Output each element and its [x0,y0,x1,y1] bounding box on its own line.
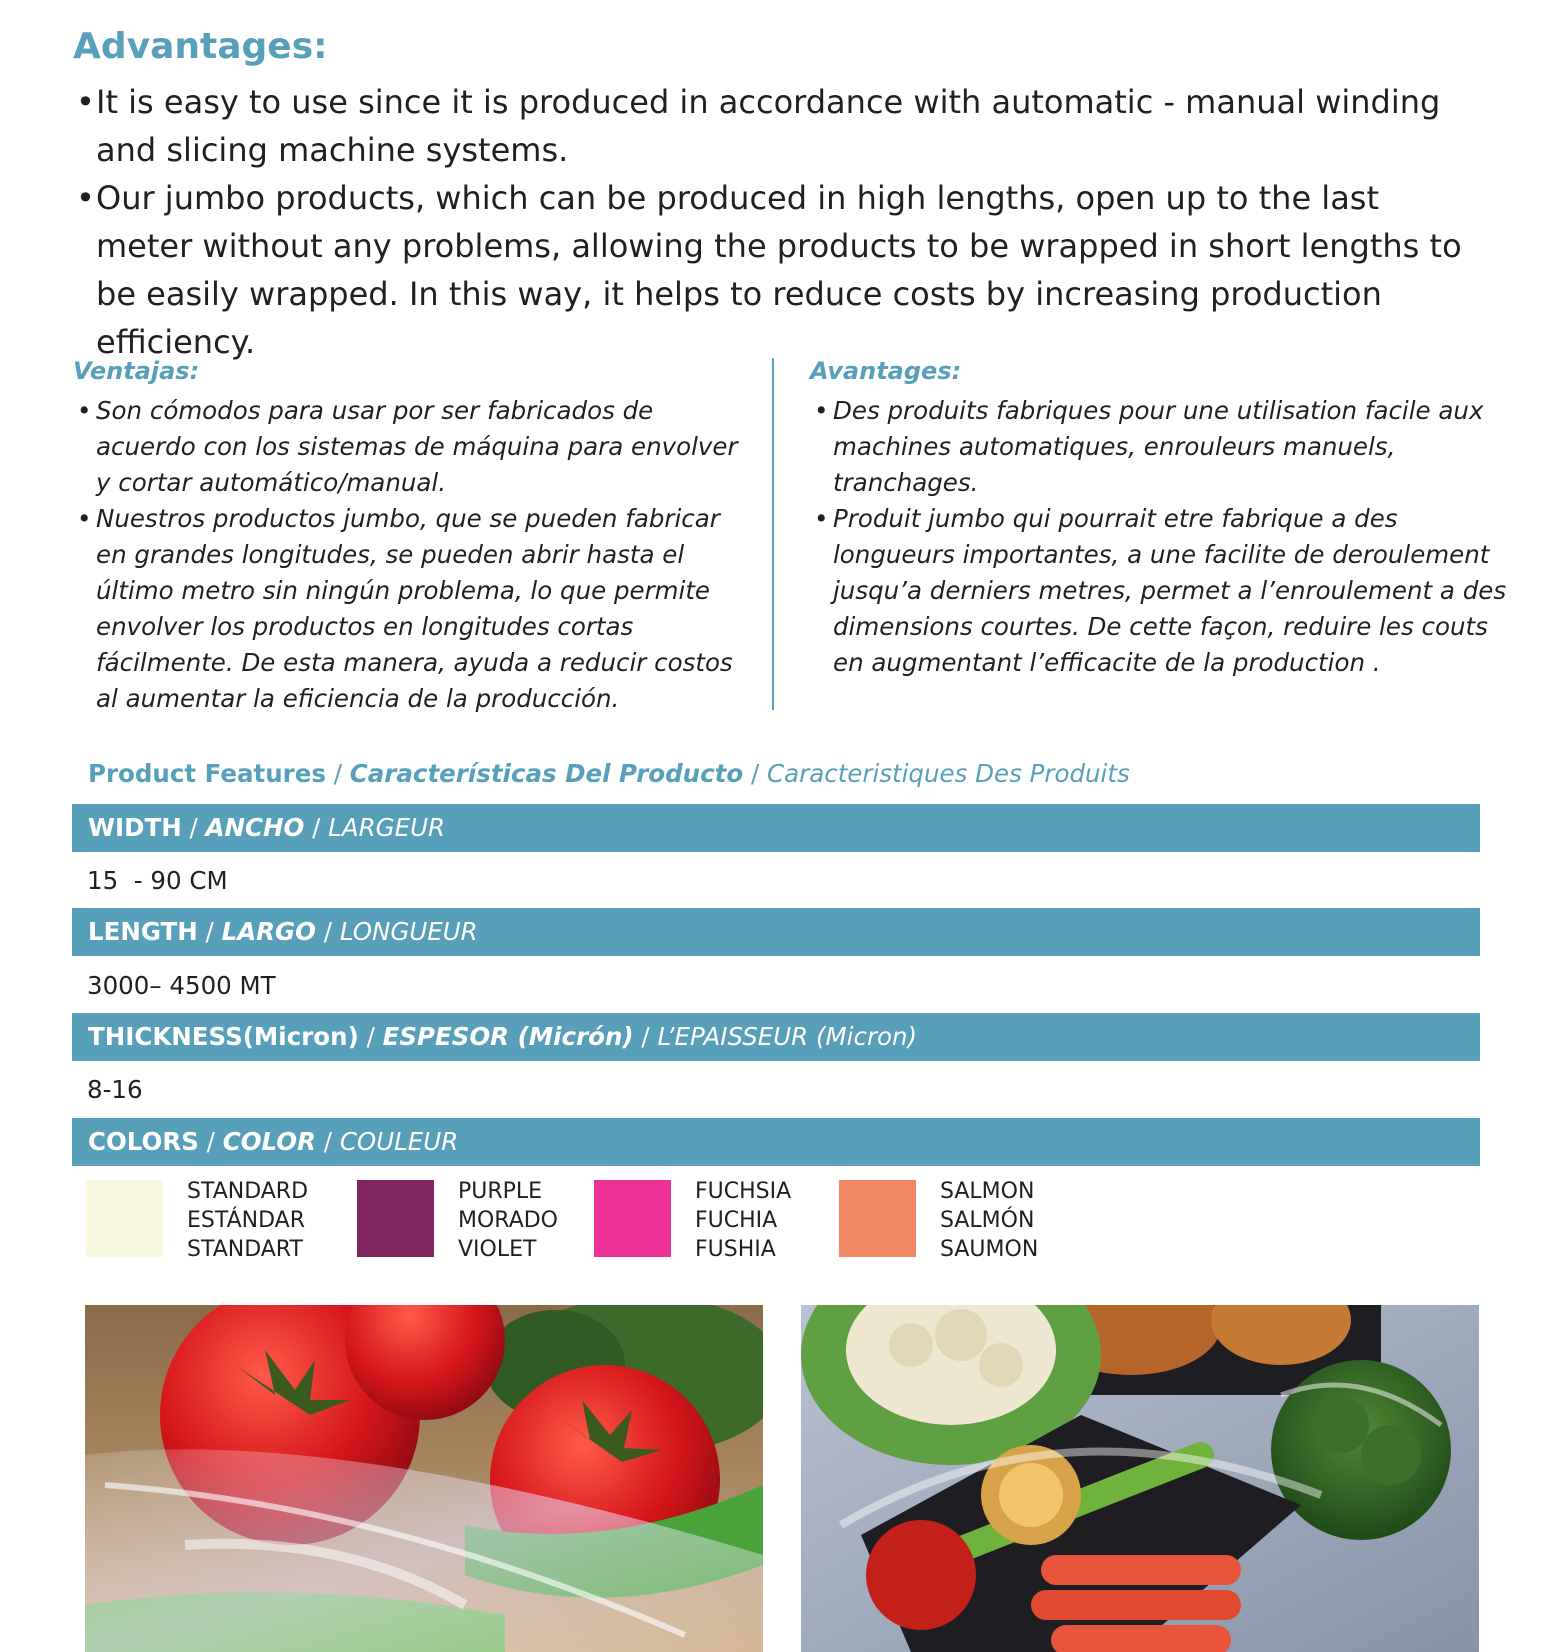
avantages-item: • Des produits fabriques pour une utilisation facile aux machines automatiques, enrouleurs manuels, tranchages. [810,393,1510,501]
separator: / [198,1127,223,1156]
vegetables-illustration [801,1305,1479,1652]
column-divider [772,358,774,710]
width-label-es: ANCHO [205,813,305,842]
features-heading-es: Características Del Producto [349,759,744,788]
color-name-es: SALMÓN [940,1208,1035,1233]
colors-label-fr: COULEUR [339,1127,459,1156]
ventajas-column [73,355,753,717]
color-swatch-standard [86,1180,163,1257]
separator: / [197,917,222,946]
ventajas-list [73,393,753,717]
advantages-item: • Our jumbo products, which can be produced in high lengths, open up to the last meter without any problems, allowing the products to be wrapped in short lengths to be easily wrapped. In this way, it helps to reduce costs by increasing production efficiency. [76,174,1476,366]
avantages-column [810,355,1510,681]
color-name-es: MORADO [458,1208,558,1233]
colors-label-es: COLOR [222,1127,316,1156]
color-swatch-salmon [839,1180,916,1257]
tomatoes-illustration [85,1305,763,1652]
avantages-item: • Produit jumbo qui pourrait etre fabrique a des longueurs importantes, a une facilite de deroulement jusqu’a derniers metres, permet a l’enroulement a des dimensions courtes. De cette façon, reduire les couts en augmentant l’efficacite de la production . [810,501,1510,681]
color-name-fr: SAUMON [940,1237,1039,1262]
color-name-en: STANDARD [187,1179,309,1204]
tomatoes-photo [85,1305,763,1652]
color-swatch-purple [357,1180,434,1257]
avantages-title: Avantages: [810,357,962,385]
length-label-es: LARGO [221,917,316,946]
features-heading-en: Product Features [88,759,326,788]
advantages-list [76,78,1476,366]
color-label-standard [187,1177,308,1264]
separator: / [325,759,350,788]
separator: / [304,813,329,842]
length-header-bar [72,908,1480,956]
color-name-en: SALMON [940,1179,1035,1204]
advantages-title: Advantages: [73,26,328,67]
colors-label-en: COLORS [88,1127,199,1156]
color-name-en: FUCHSIA [695,1179,792,1204]
color-name-fr: FUSHIA [695,1237,776,1262]
width-label-en: WIDTH [88,813,182,842]
thickness-label-fr: L’EPAISSEUR (Micron) [657,1022,918,1051]
ventajas-item: • Son cómodos para usar por ser fabricados de acuerdo con los sistemas de máquina para envolver y cortar automático/manual. [73,393,753,501]
product-features-heading [88,757,1130,791]
separator: / [315,1127,340,1156]
features-heading-fr: Caracteristiques Des Produits [767,759,1130,788]
color-name-en: PURPLE [458,1179,543,1204]
length-label-fr: LONGUEUR [339,917,478,946]
advantages-item: • It is easy to use since it is produced in accordance with automatic - manual winding and slicing machine systems. [76,78,1476,174]
colors-header-bar [72,1118,1480,1166]
width-header-bar [72,804,1480,852]
thickness-label-en: THICKNESS(Micron) [88,1022,359,1051]
ventajas-item: • Nuestros productos jumbo, que se pueden fabricar en grandes longitudes, se pueden abrir hasta el último metro sin ningún problema, lo que permite envolver los productos en longitudes cortas fácilmente. De esta manera, ayuda a reducir costos al aumentar la eficiencia de la producción. [73,501,753,717]
color-name-fr: STANDART [187,1237,303,1262]
color-name-fr: VIOLET [458,1237,537,1262]
thickness-label-es: ESPESOR (Micrón) [382,1022,634,1051]
width-label-fr: LARGEUR [328,813,446,842]
color-swatch-fuchsia [594,1180,671,1257]
thickness-header-bar [72,1013,1480,1061]
color-name-es: FUCHIA [695,1208,778,1233]
vegetables-photo [801,1305,1479,1652]
thickness-value: 8-16 [87,1075,143,1104]
separator: / [358,1022,383,1051]
length-value: 3000– 4500 MT [87,971,276,1000]
color-name-es: ESTÁNDAR [187,1208,305,1233]
length-label-en: LENGTH [88,917,198,946]
separator: / [743,759,768,788]
ventajas-title: Ventajas: [73,357,200,385]
separator: / [315,917,340,946]
color-label-purple [458,1177,558,1264]
avantages-list [810,393,1510,681]
width-value: 15 - 90 CM [87,866,228,895]
separator: / [181,813,206,842]
color-label-fuchsia [695,1177,791,1264]
separator: / [633,1022,658,1051]
color-label-salmon [940,1177,1038,1264]
